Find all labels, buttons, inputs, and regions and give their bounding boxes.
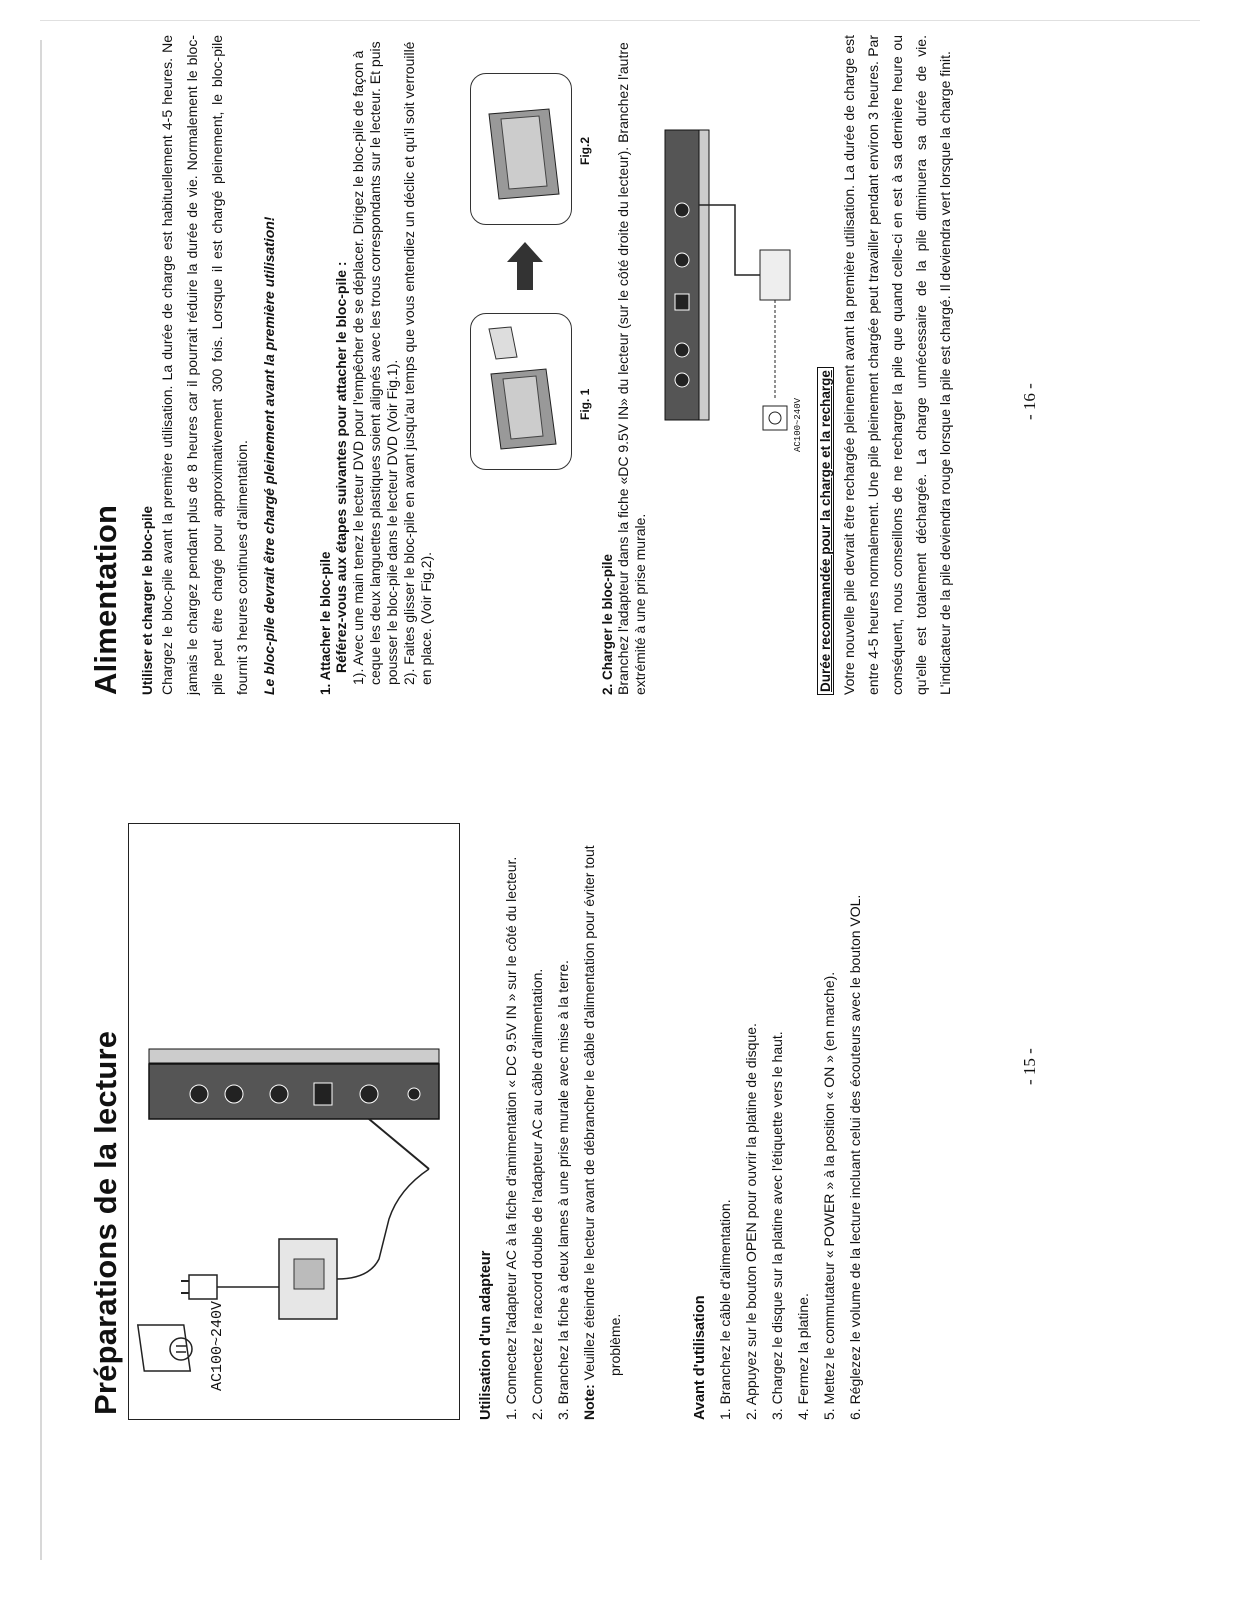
right-page [0,10,1237,730]
charge-section [600,35,649,695]
figure-1-label: Fig. 1 [578,388,592,420]
battery-locked-icon [471,74,571,224]
attach-heading: 1. Attacher le bloc-pile [318,551,333,695]
plug-icon [181,1275,279,1299]
figure-1 [470,313,572,470]
charger-diagram [655,120,805,460]
charge-heading: 2. Charger le bloc-pile [600,553,615,695]
duration-heading-text: Durée recommandée pour la charge et la recharge [817,367,834,695]
power-adapter-icon [279,1169,429,1319]
wall-socket-icon [138,1325,192,1371]
dvd-player-side-icon [149,1049,439,1169]
duration-section [818,35,957,695]
list-item: 3. Chargez le disque sur la platine avec l'étiquette vers le haut. [769,1031,785,1420]
figure-2 [470,73,572,225]
page-number: - 15 - [1020,1048,1039,1085]
charge-text: Branchez l'adapteur dans la fiche «DC 9.5V IN» du lecteur (sur le côté droite du lecteur). Branchez l'autre extrémité à une prise murale. [615,42,648,695]
list-item: 2. Connectez le raccord double de l'adapteur AC au câble d'alimentation. [529,968,545,1420]
attach-step-2: 2). Faites glisser le bloc-pile en avant jusqu'au temps que vous entendiez un déclic et qu'il soit verrouillé en place. (Voir Fig.2). [401,41,434,685]
list-item: 5. Mettez le commutateur « POWER » à la position « ON » (en marche). [821,971,837,1420]
list-item: 6. Réglezez le volume de la lecture incluant celui des écouteurs avec le bouton VOL. [847,894,863,1420]
battery-attach-icon [471,314,571,469]
wall-socket-icon [763,406,787,430]
adapter-heading: Utilisation d'un adapteur [478,1250,494,1420]
charge-warning: Le bloc-pile devrait être chargé pleinement avant la première utilisation! [261,216,277,695]
use-charge-text: Chargez le bloc-pile avant la première utilisation. La durée de charge est habituellement 4-5 heures. Ne jamais le chargez pendant plus de 8 heures car il pourrait réduire la durée de vie. Normalement le bloc-pile peut être chargé pour approximativement 300 fois. Lorsque il est chargé pleinement, le bloc-pile fournit 3 heures continues d'alimentation. [159,35,250,695]
page-number: - 16 - [1020,383,1039,420]
duration-heading [818,35,833,695]
voltage-label: AC100~240V [209,1300,226,1391]
page-title: Préparations de la lecture [88,1030,123,1415]
adapter-list [498,810,576,1420]
list-item: 2. Appuyez sur le bouton OPEN pour ouvrir la platine de disque. [743,1023,759,1420]
before-use-section [692,810,868,1420]
list-item: 4. Fermez la platine. [795,1293,811,1420]
attach-section [318,35,435,695]
list-item: 1. Connectez l'adapteur AC à la fiche d'amimentation « DC 9.5V IN » sur le côté du lecteur. [503,856,519,1420]
before-use-heading: Avant d'utilisation [692,1295,708,1420]
adapter-note [576,810,628,1420]
attach-subheading: Référez-vous aux étapes suivantes pour attacher le bloc-pile : [333,261,349,673]
list-item: 1. Branchez le câble d'alimentation. [717,1199,733,1420]
before-use-list [712,810,868,1420]
arrow-icon [505,240,550,290]
figure-2-label: Fig.2 [578,136,592,165]
note-text: Veuillez éteindre le lecteur avant de débrancher le câble d'alimentation pour éviter tout problème. [581,845,623,1385]
note-label: Note: [581,1384,597,1420]
duration-text: Votre nouvelle pile devrait être rechargée pleinement avant la première utilisation. La durée de charge est entre 4-5 heures normalement. Une pile pleinement chargée peut travailler pendant environ 3 heures. Par conséquent, nous conseillons de ne recharger la pile que quand celle-ci en est à sa dernière heure ou qu'elle est totalement déchargée. La charge unnécessaire de la pile diminuera sa durée de vie. L'indicateur de la pile deviendra rouge lorsque la pile est chargé. Il deviendra vert lorsque la charge finit. [841,35,953,695]
left-page [0,800,1237,1600]
attach-step-1: 1). Avec une main tenez le lecteur DVD pour l'empêcher de se déplacer. Dirigez le bloc-pile de façon à ceque les deux languettes plastiques soient alignés avec les trous correspondants sur le lecteur. Et puis pousser le bloc-pile dans le lecteur DVD (Voir Fig.1). [350,41,400,685]
adapter-figure [128,823,460,1420]
page-title: Alimentation [88,504,123,695]
use-charge-section [140,35,278,695]
adapter-section [478,810,628,1420]
voltage-label: AC100~240V [793,397,803,452]
charge-figure [655,120,805,460]
use-charge-heading: Utiliser et charger le bloc-pile [140,505,155,695]
list-item: 3. Branchez la fiche à deux lames à une prise murale avec mise à la terre. [555,960,571,1420]
adapter-diagram [129,824,459,1419]
